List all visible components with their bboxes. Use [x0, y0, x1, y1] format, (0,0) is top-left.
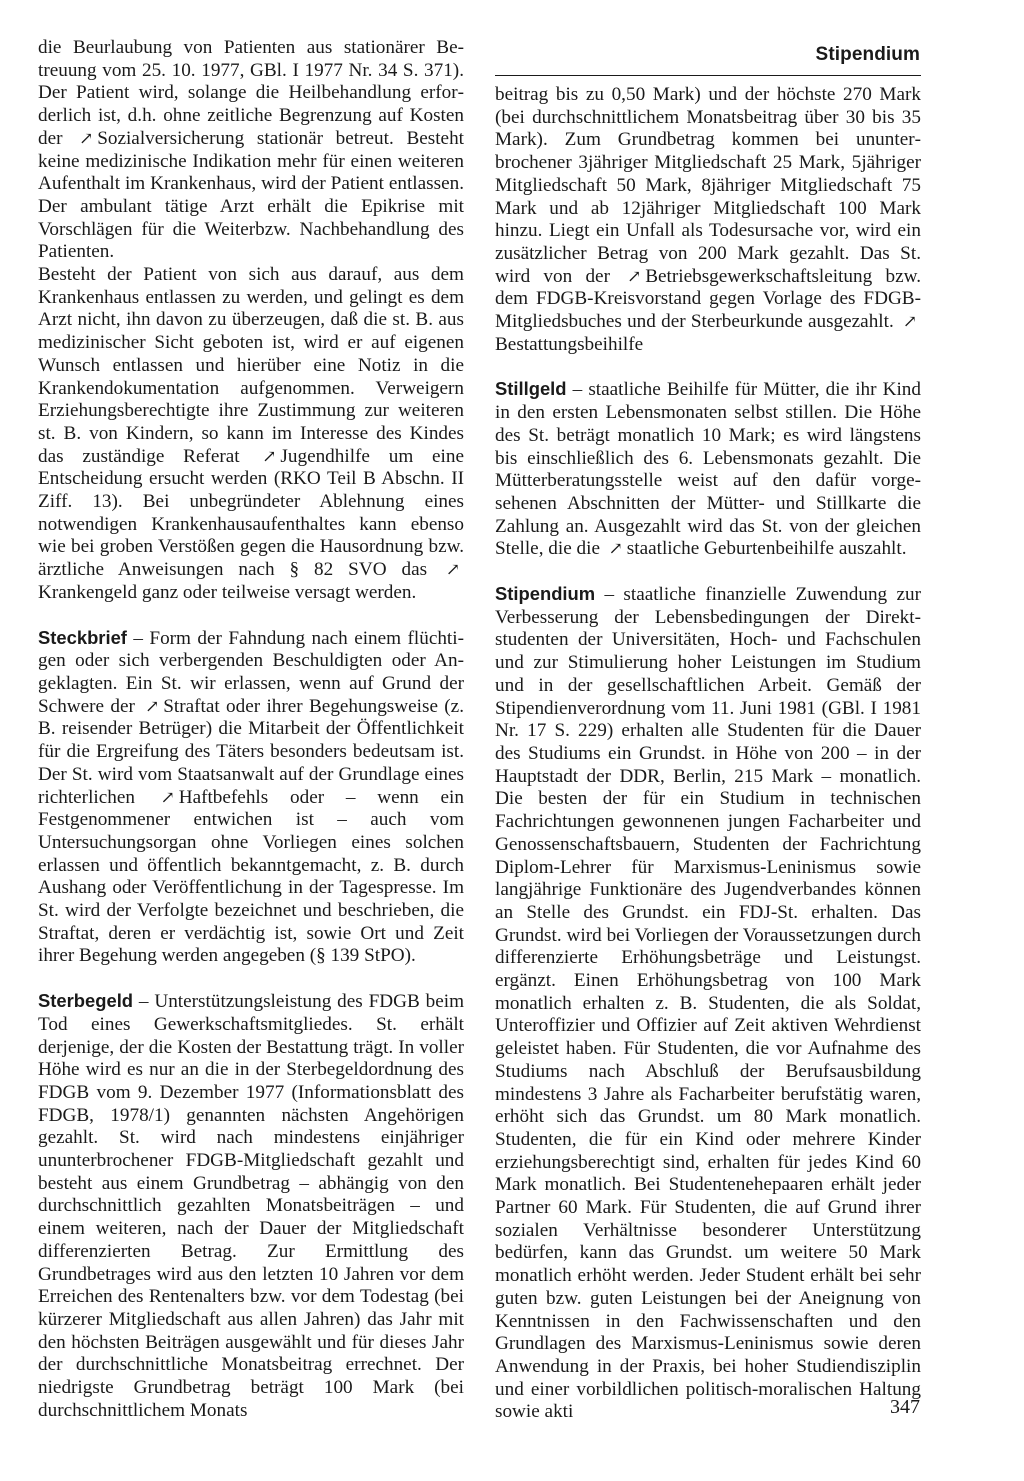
entry-term: Sterbegeld [38, 990, 134, 1012]
entry-term: Steckbrief [38, 626, 127, 648]
entry-text: auszahlt. [834, 538, 907, 560]
header-rule [495, 75, 921, 76]
page-number: 347 [890, 1396, 920, 1418]
entry-paragraph [38, 264, 464, 605]
entry-continuation [38, 37, 464, 264]
entry-text: – Unterstützungsleistung des FDGB beim Tod eines Gewerkschaftsmitgliedes. St. erhält derjenige, der die Kosten der Bestattung trägt. In voller Höhe wird es nur an die in der Sterbegeldordnung des FDGB vom 9. Dezember 1977 (Informationsblatt des FDGB, 1978/1) genannten nächsten Angehörigen gezahlt. St. wird nach mindestens einjähriger ununterbrochener FDGB-Mitgliedschaft gezahlt und besteht aus einem Grundbetrag – abhängig von den durchschnittlich gezahlten Monatsbeiträgen – und einem weiteren, nach der Dauer der Mitgliedschaft differenzierten Betrag. Zur Ermittlung des Grundbetrages wird aus den letzten 10 Jahren vor dem Erreichen des Rentenalters bzw. vor dem Todestag (bei kürzerer Mitgliedschaft aus allen Jahren) das Jahr mit den höchsten Beiträgen ausgewählt und für dieses Jahr der durchschnittliche Monatsbeitrag errechnet. Der niedrigste Grundbetrag beträgt 100 Mark (bei durchschnittlichem Monats [38, 991, 464, 1421]
entry-text: – Form der Fahndung nach einem flüchtigen oder sich verbergenden Beschuldigten oder Angeklagten. Ein St. wir erlassen, wenn auf Grund der Schwere der [38, 627, 464, 717]
entry-text: – staatliche finanzielle Zuwendung zur Verbesserung der Lebensbedingungen der Direktstudenten der Universitäten, Hoch- und Fachschulen und zur Stimulierung hoher Leistungen im Studium und in der gesellschaftlichen Arbeit. Gemäß der Stipendienverordnung vom 11. Juni 1981 (GBl. I 1981 Nr. 17 S. 229) erhalten alle Studenten für die Dauer des Studiums ein Grundst. in Höhe von 200 – in der Hauptstadt der DDR, Berlin, 215 Mark – monatlich. Die besten der für ein Studium in technischen Fachrichtungen gewonnenen jungen Facharbeiter und Genossenschaftsbauern, Studenten der Fachrichtung Diplom-Lehrer für Marxismus-Leninismus sowie langjährige Funktionäre des Jugendverbandes können an Stelle des Grundst. ein FDJ-St. erhalten. Das Grundst. wird bei Vorliegen der Voraussetzungen durch differenzierte Erhöhungsbeträge und Leistungst. ergänzt. Einen Erhöhungsbetrag von 100 Mark monatlich erhalten z. B. Studenten, die als Soldat, Unteroffizier und Offizier auf Zeit aktiven Wehrdienst geleistet haben. Für Studenten, die vor Aufnahme des Studiums nach Abschluß der Berufsausbildung mindestens 3 Jahre als Facharbeiter berufstätig waren, erhöht sich das Grundst. um 80 Mark monatlich. Studenten, die für ein Kind oder mehrere Kinder erziehungsberechtigt sind, erhalten für jedes Kind 60 Mark monatlich. Bei Studentenehepaaren erhält jeder Partner 60 Mark. Für Studenten, die auf Grund ihrer sozialen Verhältnisse besonderer Unterstützung bedürfen, kann das Grundst. um weitere 50 Mark monatlich erhöht werden. Jeder Student erhält bei sehr guten bzw. guten Leistungen bei der Aneignung von Kenntnissen in den Fachwissenschaften und den Grundlagen des Marxismus-Leninismus sowie deren Anwendung in der Praxis, bei hoher Studiendisziplin und einer vorbildlichen politisch-moralischen Haltung sowie akti [495, 584, 921, 1423]
entry-term: Stillgeld [495, 378, 567, 400]
cross-reference-arrow-icon: ↗ [445, 560, 461, 580]
right-column [495, 84, 921, 1424]
entry-text: oder – wenn ein Festgenommener entwichen ist – auch vom Untersuchungsorgan ohne Vorliegen eines solchen erlassen und öffentlich bekanntgemacht, z. B. durch Aushang oder Veröffentlichung in der Tagespresse. Im St. wird der Verfolgte bezeichnet und beschrieben, die Straftat, deren er verdächtig ist, sowie Ort und Zeit ihrer Begehung werden angegeben (§ 139 StPO). [38, 786, 464, 967]
cross-reference-arrow-icon: ↗ [145, 696, 160, 716]
cross-reference-arrow-icon: ↗ [902, 312, 918, 332]
entry-text: Besteht der Patient von sich aus darauf, aus dem Krankenhaus entlassen zu werden, und gelingt es dem Arzt nicht, ihn davon zu überzeugen, daß die st. B. aus medizinischer Sicht geboten ist, wird er auf eigenen Wunsch entlassen und hierüber eine Notiz in die Krankendokumentation aufgenommen. Verweigern Erziehungsberechtigte ihre Zustimmung zur weiteren st. B. von Kindern, so kann im Interesse des Kindes das zuständige Referat [38, 264, 464, 467]
cross-reference-link[interactable]: Sozialversicherung [97, 127, 245, 149]
entry-stipendium [495, 583, 921, 1424]
entry-sterbegeld [38, 990, 464, 1422]
entry-text: um eine Entscheidung ersucht werden (RKO Teil B Abschn. II Ziff. 13). Bei unbegründeter Ablehnung eines notwendigen Krankenhausaufenthaltes kann ebenso wie bei groben Verstößen gegen die Hausordnung bzw. ärztliche Anweisungen nach § 82 SVO das [38, 445, 464, 581]
cross-reference-link[interactable]: Straftat [163, 695, 220, 717]
entry-text: oder ihrer Begehungsweise (z. B. reisender Betrüger) die Mitarbeit der Öffentlichkeit für die Ergreifung des Täters besonders bedeutsam ist. Der St. wird vom Staatsanwalt auf der Grundlage eines richterlichen [38, 695, 464, 808]
entry-steckbrief [38, 627, 464, 969]
cross-reference-arrow-icon: ↗ [608, 539, 623, 559]
entry-text: beitrag bis zu 0,50 Mark) und der höchste 270 Mark (bei durchschnittlichem Monatsbeitrag über 30 bis 35 Mark). Zum Grundbetrag kommen bei ununterbrochener 3jähriger Mitgliedschaft 25 Mark, 5jähriger Mitgliedschaft 50 Mark, 8jähriger Mitgliedschaft 75 Mark und ab 12jähriger Mitgliedschaft 100 Mark hinzu. Liegt ein Unfall als Todesursache vor, wird ein zusätzlicher Betrag von 200 Mark gezahlt. Das St. wird von der [495, 84, 921, 287]
cross-reference-arrow-icon: ↗ [627, 266, 642, 286]
entry-term: Stipendium [495, 583, 596, 605]
cross-reference-arrow-icon: ↗ [262, 446, 277, 466]
entry-continuation [495, 84, 921, 356]
cross-reference-link[interactable]: Krankengeld [38, 581, 138, 603]
entry-text: stationär betreut. Besteht keine medizinische Indikation mehr für einen weiteren Aufenthalt im Krankenhaus, wird der Patient entlassen. Der ambulant tätige Arzt erhält die Epikrise mit Vorschlägen für die Weiterbzw. Nachbehandlung des Patienten. [38, 127, 464, 263]
cross-reference-link[interactable]: Jugendhilfe [280, 445, 370, 467]
cross-reference-arrow-icon: ↗ [79, 128, 94, 148]
cross-reference-link[interactable]: staatliche Geburtenbeihilfe [626, 538, 835, 560]
entry-text: ganz oder teilweise versagt werden. [137, 581, 417, 603]
cross-reference-link[interactable]: Haftbefehls [178, 786, 269, 808]
cross-reference-arrow-icon: ↗ [160, 787, 175, 807]
entry-text: bzw. dem FDGB-Kreisvorstand gegen Vorlage des FDGB-Mitgliedsbuches und der Sterbeurkunde ausgezahlt. [495, 265, 921, 333]
left-column [38, 37, 464, 1422]
entry-stillgeld [495, 378, 921, 561]
cross-reference-link[interactable]: Betriebsgewerkschaftsleitung [645, 265, 873, 287]
entry-text: – staatliche Beihilfe für Mütter, die ihr Kind in den ersten Lebensmonaten selbst stillen. Die Höhe des St. beträgt monatlich 10 Mark; es wird längstens bis einschließlich des 6. Lebensmonats gezahlt. Die Mütterberatungsstelle weist auf den dafür vorgesehenen Abschnitten der Mütter- und Stillkarte die Zahlung an. Ausgezahlt wird das St. von der gleichen Stelle, die die [495, 379, 921, 560]
cross-reference-link[interactable]: Bestattungsbeihilfe [495, 333, 644, 355]
running-head: Stipendium [815, 44, 920, 65]
entry-text: die Beurlaubung von Patienten aus stationärer Betreuung vom 25. 10. 1977, GBl. I 1977 Nr. 34 S. 371). Der Patient wird, solange die Heilbehandlung erforderlich ist, d.h. ohne zeitliche Begrenzung auf Kosten der [38, 37, 464, 149]
